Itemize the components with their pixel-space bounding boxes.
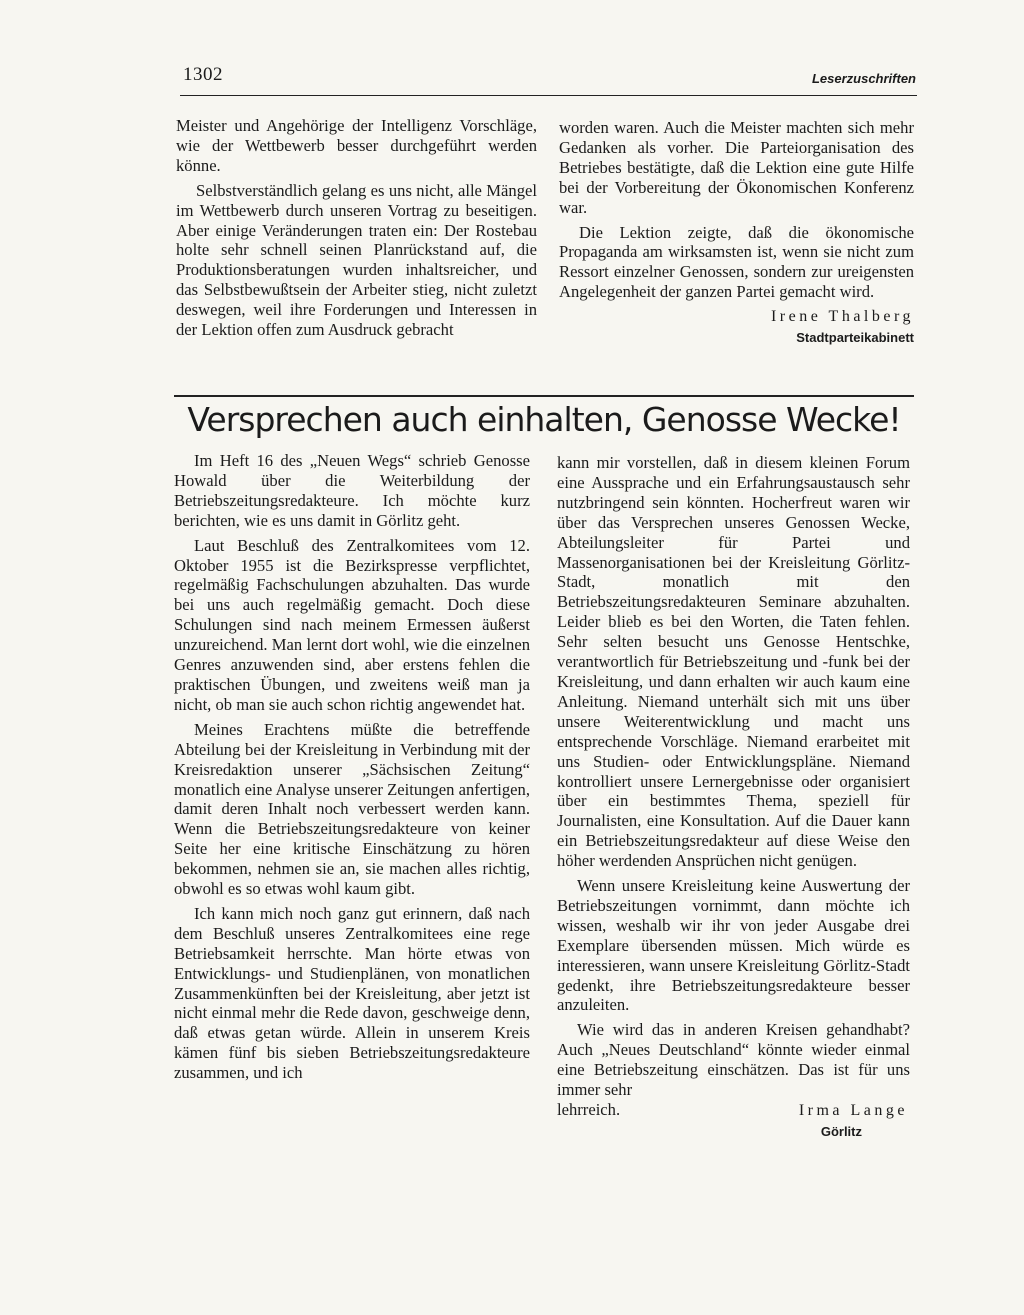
paragraph: kann mir vorstellen, daß in diesem kleinen Forum eine Aussprache und ein Erfahrungsaustausch sehr nutzbringend sein könnten. Hocherfreut waren wir über das Versprechen unseres Genossen Wecke, Abteilungsleiter für Partei und Massenorganisationen bei der Kreisleitung Görlitz-Stadt, monatlich mit den Betriebszeitungsredakteuren Seminare abzuhalten. Leider blieb es bei den Worten, die Taten fehlen. Sehr selten besucht uns Genosse Hentschke, verantwortlich für Betriebszeitung und -funk bei der Kreisleitung, und dann erhalten wir auch kaum eine Anleitung. Niemand unterhält sich mit uns über unsere Weiterentwicklung und macht uns entsprechende Vorschläge. Niemand erarbeitet mit uns Studien- oder Entwicklungspläne. Niemand kontrolliert unsere Lernergebnisse oder organisiert über ein bestimmtes Thema, speziell für Journalisten, eine Konsultation. Auf die Dauer kann ein Betriebszeitungsredakteur auf diese Weise den höher werdenden Ansprüchen nicht genügen.	[557, 453, 910, 871]
paragraph: Laut Beschluß des Zentralkomitees vom 12. Oktober 1955 ist die Bezirkspresse verpflichtet, regelmäßig Fachschulungen abzuhalten. Das wurde bei uns auch regelmäßig gemacht. Doch diese Schulungen sind nach meinem Ermessen äußerst unzureichend. Man lernt dort wohl, wie die einzelnen Genres anzuwenden sind, aber erstens fehlen die praktischen Übungen, und zweitens weiß man ja nicht, ob man sie auch schon richtig angewendet hat.	[174, 535, 530, 714]
closing-word: lehrreich.	[557, 1100, 621, 1119]
paragraph: Meister und Angehörige der Intelligenz Vorschläge, wie der Wettbewerb besser durchgeführt werden könne.	[176, 116, 537, 175]
paragraph: Die Lektion zeigte, daß die ökonomische Propaganda am wirksamsten ist, wenn sie nicht zum Ressort einzelner Genossen, sondern zur ureigensten Angelegenheit der ganzen Partei gemacht wird.	[559, 222, 914, 302]
letter1-left-column	[176, 116, 537, 345]
paragraph: Im Heft 16 des „Neuen Wegs“ schrieb Genosse Howald über die Weiterbildung der Betriebszeitungsredakteure. Ich möchte kurz berichten, wie es uns damit in Görlitz geht.	[174, 451, 530, 530]
paragraph: worden waren. Auch die Meister machten sich mehr Gedanken als vorher. Die Parteiorganisation des Betriebes bestätigte, daß die Lektion eine gute Hilfe bei der Vorbereitung der Ökonomischen Konferenz war.	[559, 118, 914, 217]
closing-line	[557, 1100, 910, 1121]
page-number: 1302	[183, 64, 223, 85]
letter2-left-column	[174, 451, 530, 1088]
article-headline: Versprechen auch einhalten, Genosse Wecke!	[187, 400, 901, 439]
paragraph: Ich kann mich noch ganz gut erinnern, daß nach dem Beschluß unseres Zentralkomitees eine rege Betriebsamkeit herrschte. Man hörte etwas von Entwicklungs- und Studienplänen, von monatlichen Zusammenkünften bei der Kreisleitung, aber jetzt ist nicht einmal mehr die Rede davon, geschweige denn, daß etwas getan würde. Allein in unserem Kreis kämen fünf bis sieben Betriebszeitungsredakteure zusammen, und ich	[174, 903, 530, 1083]
author-affiliation: Stadtparteikabinett	[796, 330, 914, 346]
author-signature: Irene Thalberg	[770, 308, 914, 326]
letter2-right-column	[557, 453, 910, 1142]
letter1-right-column	[559, 118, 914, 348]
paragraph: Wie wird das in anderen Kreisen gehandhabt? Auch „Neues Deutschland“ könnte wieder einmal eine Betriebszeitung einschätzen. Das ist für uns immer sehr	[557, 1020, 910, 1100]
paragraph: Wenn unsere Kreisleitung keine Auswertung der Betriebszeitungen vornimmt, dann möchte ich wissen, weshalb wir ihr von jeder Ausgabe drei Exemplare übersenden müssen. Mich würde es interessieren, wann unsere Kreisleitung Görlitz-Stadt gedenkt, ihre Betriebszeitungsredakteure besser anzuleiten.	[557, 876, 910, 1015]
paragraph: Meines Erachtens müßte die betreffende Abteilung bei der Kreisleitung in Verbindung mit der Kreisredaktion unserer „Sächsischen Zeitung“ monatlich eine Analyse unserer Zeitungen anfertigen, damit deren Inhalt noch verbessert werden kann. Wenn die Betriebszeitungsredakteure von keiner Seite her eine kritische Einschätzung zu hören bekommen, nehmen sie an, sie machen alles richtig, obwohl es so etwas wohl kaum gibt.	[174, 719, 530, 899]
author-affiliation: Görlitz	[820, 1123, 862, 1139]
section-title: Leserzuschriften	[811, 71, 916, 86]
paragraph: Selbstverständlich gelang es uns nicht, alle Mängel im Wettbewerb durch unseren Vortrag zu beseitigen. Aber einige Veränderungen traten ein: Der Rostebau holte sehr schnell seinen Planrückstand auf, die Produktionsberatungen wurden inhaltsreicher, und das Selbstbewußtsein der Arbeiter stieg, nicht zuletzt deswegen, weil ihre Forderungen und Interessen in der Lektion offen zum Ausdruck gebracht	[176, 180, 537, 340]
author-signature: Irma Lange	[798, 1102, 908, 1119]
header-divider	[180, 95, 917, 96]
article-divider	[174, 395, 914, 397]
